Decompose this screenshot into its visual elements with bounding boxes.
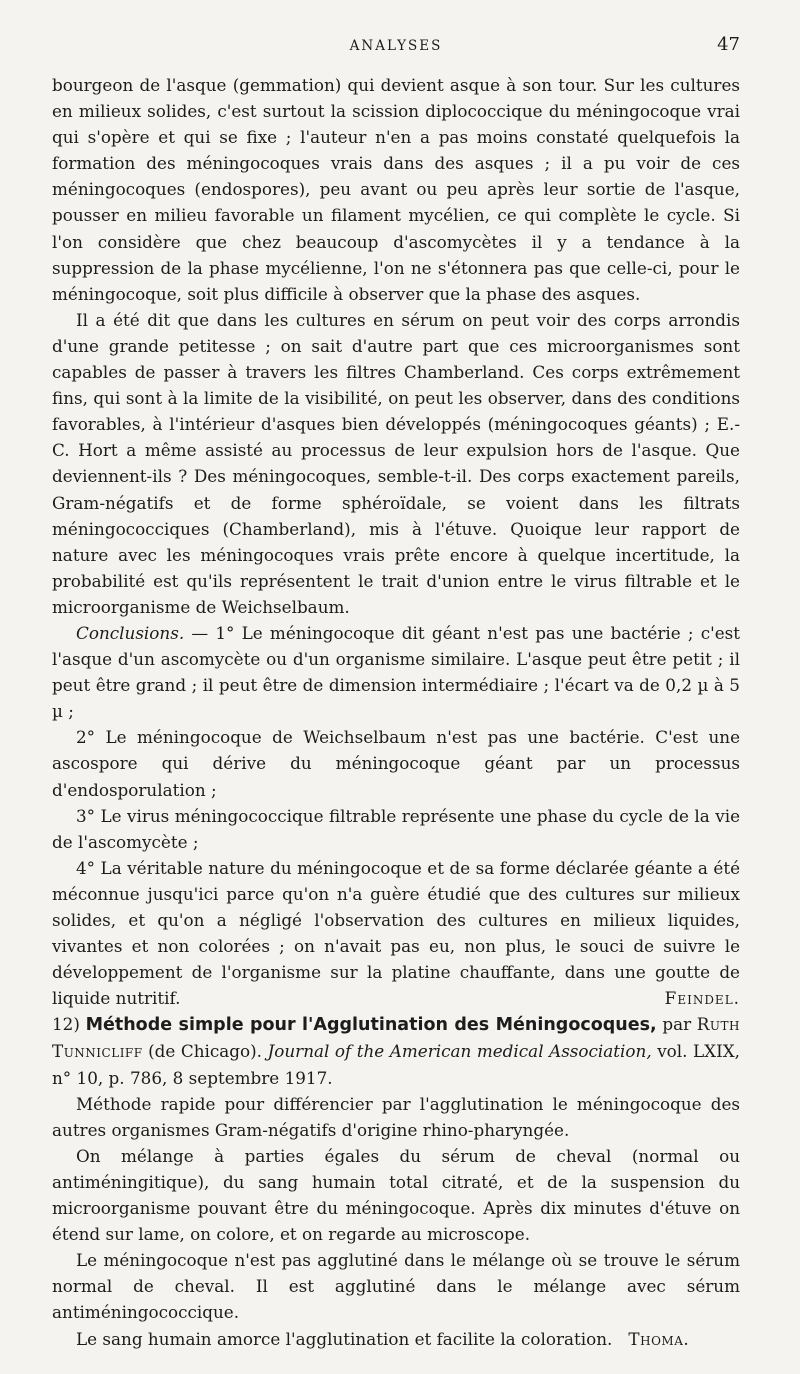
signature: Feindel. [664, 988, 740, 1009]
page-number: 47 [717, 34, 740, 55]
article-affiliation: (de Chicago). [148, 1041, 263, 1062]
article-author: Ruth Tunnicliff [52, 1014, 740, 1062]
journal-name: Journal of the American medical Association, [267, 1041, 652, 1062]
article-by: par [662, 1014, 692, 1035]
paragraph-text: Le sang humain amorce l'agglutination et facilite la coloration. [76, 1328, 613, 1349]
article-number: 12) [52, 1014, 80, 1035]
running-title: ANALYSES [349, 38, 443, 54]
conclusions-label: Conclusions. [76, 622, 185, 643]
conclusion-text: 4° La véritable nature du méningocoque et de sa forme déclarée géante a été méconnue jusqu'ici parce qu'on n'a guère étudié que des cultures sur milieux solides, et qu'on a négligé l'observation des cultures en milieux liquides, vivantes et non colorées ; on n'avait pas eu, non plus, le souci de suivre le développement de l'organisme sur la platine chauffante, dans une goutte de liquide nutritif. [52, 857, 740, 1009]
article-header [52, 1011, 740, 1090]
last-paragraph [52, 1326, 740, 1352]
conclusion-4 [52, 855, 740, 1012]
continued-paragraph: bourgeon de l'asque (gemmation) qui devient asque à son tour. Sur les cultures en milieux solides, c'est surtout la scission diplococcique du méningocoque vrai qui s'opère et qui se fixe ; l'auteur n'en a pas moins constaté quelquefois la formation des méningocoques vrais dans des asques ; il a pu voir de ces méningocoques (endospores), peu avant ou peu après leur sortie de l'asque, pousser en milieu favorable un filament mycélien, ce qui complète le cycle. Si l'on considère que chez beaucoup d'ascomycètes il y a tendance à la suppression de la phase mycélienne, l'on ne s'étonnera pas que celle-ci, pour le méningocoque, soit plus difficile à observer que la phase des asques. [52, 75, 740, 304]
page-body [52, 72, 740, 1352]
paragraph: Le méningocoque n'est pas agglutiné dans le mélange où se trouve le sérum normal de cheval. Il est agglutiné dans le mélange avec sérum antiméningococcique. [52, 1250, 740, 1323]
paragraph: Il a été dit que dans les cultures en sérum on peut voir des corps arrondis d'une grande petitesse ; on sait d'autre part que ces microorganismes sont capables de passer à travers les filtres Chamberland. Ces corps extrêmement fins, qui sont à la limite de la visibilité, on peut les observer, dans des conditions favorables, à l'intérieur d'asques bien développés (méningocoques géants) ; E.-C. Hort a même assisté au processus de leur expulsion hors de l'asque. Que deviennent-ils ? Des méningocoques, semble-t-il. Des corps exactement pareils, Gram-négatifs et de forme sphéroïdale, se voient dans les filtrats méningococciques (Chamberland), mis à l'étuve. Quoique leur rapport de nature avec les méningocoques vrais prête encore à quelque incertitude, la probabilité est qu'ils représentent le trait d'union entre le virus filtrable et le microorganisme de Weichselbaum. [52, 309, 740, 617]
conclusion-1 [52, 620, 740, 724]
running-header [52, 30, 740, 60]
conclusion-3: 3° Le virus méningococcique filtrable représente une phase du cycle de la vie de l'ascomycète ; [52, 805, 740, 852]
article-title: Méthode simple pour l'Agglutination des Méningocoques, [85, 1015, 657, 1036]
paragraph: Méthode rapide pour différencier par l'agglutination le méningocoque des autres organismes Gram-négatifs d'origine rhino-pharyngée. [52, 1093, 740, 1140]
conclusion-2: 2° Le méningocoque de Weichselbaum n'est pas une bactérie. C'est une ascospore qui dérive du méningocoque géant par un processus d'endosporulation ; [52, 727, 740, 800]
conclusion-text: — 1° Le méningocoque dit géant n'est pas une bactérie ; c'est l'asque d'un ascomycète ou d'un organisme similaire. L'asque peut être petit ; il peut être grand ; il peut être de dimension intermédiaire ; l'écart va de 0,2 µ à 5 µ ; [52, 622, 741, 722]
paragraph: On mélange à parties égales du sérum de cheval (normal ou antiméningitique), du sang humain total citraté, et de la suspension du microorganisme pouvant être du méningocoque. Après dix minutes d'étuve on étend sur lame, on colore, et on regarde au microscope. [52, 1145, 740, 1245]
citation: vol. LXIX, n° 10, p. 786, 8 septembre 1917. [52, 1041, 740, 1088]
signature: Thoma. [628, 1328, 690, 1349]
